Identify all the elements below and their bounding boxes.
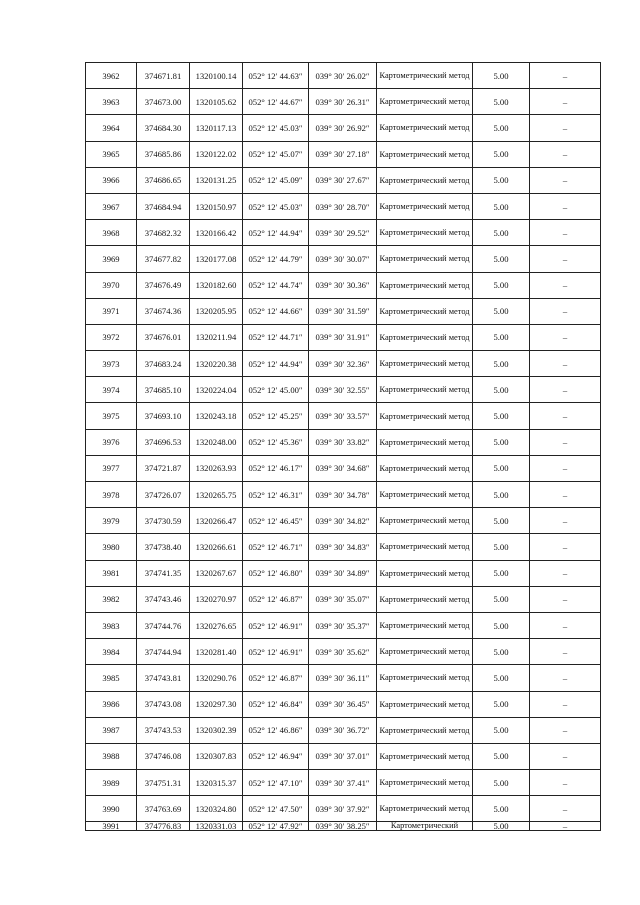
- cell-coord-y: 1320211.94: [190, 324, 243, 350]
- cell-note: –: [530, 586, 601, 612]
- cell-coord-y: 1320105.62: [190, 89, 243, 115]
- cell-accuracy: 5.00: [473, 612, 530, 638]
- cell-coord-y: 1320324.80: [190, 796, 243, 822]
- cell-method: Картометрический метод: [377, 246, 473, 272]
- cell-note: –: [530, 665, 601, 691]
- cell-note: –: [530, 743, 601, 769]
- table-row: [86, 612, 601, 638]
- cell-point-number: 3971: [86, 298, 137, 324]
- cell-note: –: [530, 691, 601, 717]
- cell-point-number: 3979: [86, 508, 137, 534]
- cell-coord-y: 1320266.47: [190, 508, 243, 534]
- table-row: [86, 89, 601, 115]
- cell-point-number: 3965: [86, 141, 137, 167]
- cell-coord-x: 374743.53: [137, 717, 190, 743]
- table-row: [86, 351, 601, 377]
- cell-coord-y: 1320224.04: [190, 377, 243, 403]
- cell-accuracy: 5.00: [473, 272, 530, 298]
- table-row: [86, 167, 601, 193]
- cell-point-number: 3973: [86, 351, 137, 377]
- table-row: [86, 822, 601, 831]
- cell-coord-x: 374744.76: [137, 612, 190, 638]
- cell-note: –: [530, 377, 601, 403]
- cell-point-number: 3983: [86, 612, 137, 638]
- cell-coord-y: 1320265.75: [190, 482, 243, 508]
- cell-latitude: 052° 12′ 46.71″: [243, 534, 309, 560]
- cell-coord-y: 1320270.97: [190, 586, 243, 612]
- cell-latitude: 052° 12′ 47.50″: [243, 796, 309, 822]
- table-row: [86, 403, 601, 429]
- cell-accuracy: 5.00: [473, 586, 530, 612]
- cell-longitude: 039° 30′ 29.52″: [309, 220, 377, 246]
- cell-note: –: [530, 560, 601, 586]
- cell-longitude: 039° 30′ 33.82″: [309, 429, 377, 455]
- cell-method: Картометрический метод: [377, 403, 473, 429]
- cell-note: –: [530, 403, 601, 429]
- cell-latitude: 052° 12′ 46.91″: [243, 639, 309, 665]
- cell-longitude: 039° 30′ 28.70″: [309, 193, 377, 219]
- cell-point-number: 3980: [86, 534, 137, 560]
- cell-method: Картометрический метод: [377, 534, 473, 560]
- cell-coord-x: 374743.46: [137, 586, 190, 612]
- cell-point-number: 3977: [86, 455, 137, 481]
- cell-coord-y: 1320276.65: [190, 612, 243, 638]
- cell-accuracy: 5.00: [473, 377, 530, 403]
- cell-latitude: 052° 12′ 46.87″: [243, 665, 309, 691]
- cell-accuracy: 5.00: [473, 534, 530, 560]
- cell-coord-x: 374683.24: [137, 351, 190, 377]
- cell-latitude: 052° 12′ 46.94″: [243, 743, 309, 769]
- table-row: [86, 770, 601, 796]
- cell-point-number: 3988: [86, 743, 137, 769]
- cell-note: –: [530, 193, 601, 219]
- cell-longitude: 039° 30′ 33.57″: [309, 403, 377, 429]
- cell-latitude: 052° 12′ 47.10″: [243, 770, 309, 796]
- cell-accuracy: 5.00: [473, 89, 530, 115]
- cell-coord-y: 1320122.02: [190, 141, 243, 167]
- cell-accuracy: 5.00: [473, 639, 530, 665]
- cell-method: Картометрический метод: [377, 560, 473, 586]
- cell-coord-x: 374674.36: [137, 298, 190, 324]
- cell-accuracy: 5.00: [473, 560, 530, 586]
- cell-coord-x: 374741.35: [137, 560, 190, 586]
- cell-coord-y: 1320331.03: [190, 822, 243, 831]
- cell-method: Картометрический метод: [377, 298, 473, 324]
- cell-coord-x: 374677.82: [137, 246, 190, 272]
- cell-coord-x: 374738.40: [137, 534, 190, 560]
- cell-point-number: 3990: [86, 796, 137, 822]
- cell-point-number: 3963: [86, 89, 137, 115]
- table-row: [86, 377, 601, 403]
- cell-accuracy: 5.00: [473, 508, 530, 534]
- cell-accuracy: 5.00: [473, 298, 530, 324]
- cell-coord-y: 1320182.60: [190, 272, 243, 298]
- cell-method: Картометрический метод: [377, 482, 473, 508]
- cell-accuracy: 5.00: [473, 63, 530, 89]
- cell-accuracy: 5.00: [473, 351, 530, 377]
- cell-longitude: 039° 30′ 37.01″: [309, 743, 377, 769]
- cell-method: Картометрический метод: [377, 193, 473, 219]
- cell-method: Картометрический метод: [377, 377, 473, 403]
- cell-coord-y: 1320315.37: [190, 770, 243, 796]
- cell-note: –: [530, 141, 601, 167]
- cell-accuracy: 5.00: [473, 665, 530, 691]
- cell-coord-x: 374730.59: [137, 508, 190, 534]
- table-row: [86, 115, 601, 141]
- cell-longitude: 039° 30′ 38.25″: [309, 822, 377, 831]
- cell-point-number: 3982: [86, 586, 137, 612]
- cell-latitude: 052° 12′ 46.84″: [243, 691, 309, 717]
- table-row: [86, 141, 601, 167]
- cell-coord-x: 374684.94: [137, 193, 190, 219]
- cell-latitude: 052° 12′ 46.45″: [243, 508, 309, 534]
- cell-method: Картометрический метод: [377, 612, 473, 638]
- cell-point-number: 3978: [86, 482, 137, 508]
- cell-latitude: 052° 12′ 45.03″: [243, 115, 309, 141]
- cell-coord-x: 374693.10: [137, 403, 190, 429]
- cell-point-number: 3972: [86, 324, 137, 350]
- cell-latitude: 052° 12′ 44.63″: [243, 63, 309, 89]
- cell-note: –: [530, 534, 601, 560]
- cell-longitude: 039° 30′ 34.68″: [309, 455, 377, 481]
- cell-method: Картометрический метод: [377, 665, 473, 691]
- cell-point-number: 3969: [86, 246, 137, 272]
- cell-coord-x: 374685.10: [137, 377, 190, 403]
- cell-method: Картометрический метод: [377, 324, 473, 350]
- cell-accuracy: 5.00: [473, 796, 530, 822]
- table-row: [86, 220, 601, 246]
- cell-longitude: 039° 30′ 35.37″: [309, 612, 377, 638]
- cell-note: –: [530, 220, 601, 246]
- cell-coord-y: 1320100.14: [190, 63, 243, 89]
- cell-longitude: 039° 30′ 37.92″: [309, 796, 377, 822]
- cell-point-number: 3975: [86, 403, 137, 429]
- cell-method: Картометрический метод: [377, 351, 473, 377]
- cell-accuracy: 5.00: [473, 167, 530, 193]
- cell-coord-x: 374746.08: [137, 743, 190, 769]
- cell-longitude: 039° 30′ 27.18″: [309, 141, 377, 167]
- cell-latitude: 052° 12′ 45.07″: [243, 141, 309, 167]
- table-row: [86, 324, 601, 350]
- cell-coord-x: 374743.81: [137, 665, 190, 691]
- cell-point-number: 3962: [86, 63, 137, 89]
- cell-method: Картометрический метод: [377, 89, 473, 115]
- cell-coord-y: 1320290.76: [190, 665, 243, 691]
- cell-longitude: 039° 30′ 34.83″: [309, 534, 377, 560]
- cell-note: –: [530, 455, 601, 481]
- cell-accuracy: 5.00: [473, 220, 530, 246]
- cell-note: –: [530, 770, 601, 796]
- cell-point-number: 3970: [86, 272, 137, 298]
- cell-coord-x: 374684.30: [137, 115, 190, 141]
- cell-method: Картометрический метод: [377, 220, 473, 246]
- cell-coord-x: 374763.69: [137, 796, 190, 822]
- cell-latitude: 052° 12′ 46.80″: [243, 560, 309, 586]
- cell-latitude: 052° 12′ 44.66″: [243, 298, 309, 324]
- table-row: [86, 482, 601, 508]
- cell-coord-x: 374751.31: [137, 770, 190, 796]
- cell-latitude: 052° 12′ 44.67″: [243, 89, 309, 115]
- cell-method: Картометрический метод: [377, 455, 473, 481]
- cell-method: Картометрический метод: [377, 508, 473, 534]
- table-row: [86, 796, 601, 822]
- cell-latitude: 052° 12′ 46.87″: [243, 586, 309, 612]
- cell-longitude: 039° 30′ 30.07″: [309, 246, 377, 272]
- cell-longitude: 039° 30′ 26.02″: [309, 63, 377, 89]
- cell-coord-x: 374726.07: [137, 482, 190, 508]
- cell-latitude: 052° 12′ 45.09″: [243, 167, 309, 193]
- cell-coord-y: 1320281.40: [190, 639, 243, 665]
- cell-point-number: 3987: [86, 717, 137, 743]
- cell-method: Картометрический метод: [377, 586, 473, 612]
- cell-coord-x: 374721.87: [137, 455, 190, 481]
- cell-coord-y: 1320302.39: [190, 717, 243, 743]
- cell-latitude: 052° 12′ 46.17″: [243, 455, 309, 481]
- cell-accuracy: 5.00: [473, 743, 530, 769]
- cell-method: Картометрический метод: [377, 639, 473, 665]
- cell-note: –: [530, 822, 601, 831]
- cell-coord-x: 374776.83: [137, 822, 190, 831]
- cell-longitude: 039° 30′ 32.55″: [309, 377, 377, 403]
- cell-coord-y: 1320177.08: [190, 246, 243, 272]
- cell-method: Картометрический метод: [377, 796, 473, 822]
- table-row: [86, 193, 601, 219]
- cell-longitude: 039° 30′ 31.91″: [309, 324, 377, 350]
- cell-longitude: 039° 30′ 27.67″: [309, 167, 377, 193]
- cell-accuracy: 5.00: [473, 770, 530, 796]
- cell-note: –: [530, 796, 601, 822]
- cell-note: –: [530, 272, 601, 298]
- cell-method: Картометрический метод: [377, 115, 473, 141]
- cell-coord-y: 1320307.83: [190, 743, 243, 769]
- cell-accuracy: 5.00: [473, 482, 530, 508]
- cell-longitude: 039° 30′ 36.45″: [309, 691, 377, 717]
- cell-method: Картометрический метод: [377, 63, 473, 89]
- cell-note: –: [530, 351, 601, 377]
- table-row: [86, 691, 601, 717]
- cell-coord-x: 374676.49: [137, 272, 190, 298]
- cell-accuracy: 5.00: [473, 691, 530, 717]
- cell-coord-y: 1320205.95: [190, 298, 243, 324]
- table-row: [86, 455, 601, 481]
- cell-latitude: 052° 12′ 44.94″: [243, 351, 309, 377]
- cell-point-number: 3964: [86, 115, 137, 141]
- cell-coord-y: 1320150.97: [190, 193, 243, 219]
- table-row: [86, 429, 601, 455]
- cell-longitude: 039° 30′ 32.36″: [309, 351, 377, 377]
- cell-note: –: [530, 639, 601, 665]
- table-row: [86, 639, 601, 665]
- cell-note: –: [530, 89, 601, 115]
- cell-accuracy: 5.00: [473, 193, 530, 219]
- table-row: [86, 298, 601, 324]
- cell-coord-y: 1320131.25: [190, 167, 243, 193]
- cell-coord-y: 1320297.30: [190, 691, 243, 717]
- cell-coord-x: 374744.94: [137, 639, 190, 665]
- cell-method: Картометрический метод: [377, 167, 473, 193]
- cell-latitude: 052° 12′ 47.92″: [243, 822, 309, 831]
- cell-point-number: 3981: [86, 560, 137, 586]
- cell-coord-x: 374685.86: [137, 141, 190, 167]
- cell-latitude: 052° 12′ 46.86″: [243, 717, 309, 743]
- table-row: [86, 743, 601, 769]
- cell-method: Картометрический: [377, 822, 473, 831]
- cell-accuracy: 5.00: [473, 246, 530, 272]
- cell-note: –: [530, 482, 601, 508]
- table-row: [86, 534, 601, 560]
- cell-coord-x: 374676.01: [137, 324, 190, 350]
- cell-longitude: 039° 30′ 34.89″: [309, 560, 377, 586]
- cell-longitude: 039° 30′ 35.07″: [309, 586, 377, 612]
- cell-coord-x: 374671.81: [137, 63, 190, 89]
- cell-note: –: [530, 612, 601, 638]
- cell-coord-y: 1320248.00: [190, 429, 243, 455]
- cell-point-number: 3985: [86, 665, 137, 691]
- cell-longitude: 039° 30′ 36.72″: [309, 717, 377, 743]
- table-row: [86, 560, 601, 586]
- cell-accuracy: 5.00: [473, 429, 530, 455]
- cell-accuracy: 5.00: [473, 717, 530, 743]
- cell-longitude: 039° 30′ 35.62″: [309, 639, 377, 665]
- cell-longitude: 039° 30′ 31.59″: [309, 298, 377, 324]
- cell-latitude: 052° 12′ 44.71″: [243, 324, 309, 350]
- cell-accuracy: 5.00: [473, 455, 530, 481]
- cell-method: Картометрический метод: [377, 429, 473, 455]
- coordinates-table: [85, 62, 601, 831]
- cell-latitude: 052° 12′ 44.74″: [243, 272, 309, 298]
- cell-point-number: 3986: [86, 691, 137, 717]
- cell-longitude: 039° 30′ 30.36″: [309, 272, 377, 298]
- cell-point-number: 3976: [86, 429, 137, 455]
- cell-point-number: 3989: [86, 770, 137, 796]
- cell-note: –: [530, 115, 601, 141]
- table-row: [86, 63, 601, 89]
- table-row: [86, 586, 601, 612]
- cell-longitude: 039° 30′ 26.92″: [309, 115, 377, 141]
- cell-longitude: 039° 30′ 34.78″: [309, 482, 377, 508]
- cell-coord-y: 1320267.67: [190, 560, 243, 586]
- cell-accuracy: 5.00: [473, 115, 530, 141]
- cell-point-number: 3974: [86, 377, 137, 403]
- cell-coord-x: 374682.32: [137, 220, 190, 246]
- cell-longitude: 039° 30′ 34.82″: [309, 508, 377, 534]
- table-row: [86, 717, 601, 743]
- cell-accuracy: 5.00: [473, 403, 530, 429]
- cell-note: –: [530, 63, 601, 89]
- cell-coord-y: 1320220.38: [190, 351, 243, 377]
- table-row: [86, 246, 601, 272]
- cell-longitude: 039° 30′ 26.31″: [309, 89, 377, 115]
- cell-method: Картометрический метод: [377, 770, 473, 796]
- cell-coord-y: 1320263.93: [190, 455, 243, 481]
- cell-longitude: 039° 30′ 37.41″: [309, 770, 377, 796]
- cell-accuracy: 5.00: [473, 324, 530, 350]
- cell-method: Картометрический метод: [377, 691, 473, 717]
- cell-point-number: 3984: [86, 639, 137, 665]
- cell-method: Картометрический метод: [377, 141, 473, 167]
- cell-coord-x: 374673.00: [137, 89, 190, 115]
- cell-note: –: [530, 298, 601, 324]
- cell-coord-x: 374686.65: [137, 167, 190, 193]
- cell-latitude: 052° 12′ 45.00″: [243, 377, 309, 403]
- cell-method: Картометрический метод: [377, 272, 473, 298]
- cell-coord-x: 374743.08: [137, 691, 190, 717]
- table-row: [86, 508, 601, 534]
- cell-coord-y: 1320166.42: [190, 220, 243, 246]
- cell-method: Картометрический метод: [377, 717, 473, 743]
- cell-method: Картометрический метод: [377, 743, 473, 769]
- cell-point-number: 3968: [86, 220, 137, 246]
- cell-coord-y: 1320266.61: [190, 534, 243, 560]
- table-row: [86, 272, 601, 298]
- cell-note: –: [530, 167, 601, 193]
- cell-coord-y: 1320117.13: [190, 115, 243, 141]
- cell-accuracy: 5.00: [473, 822, 530, 831]
- cell-latitude: 052° 12′ 44.79″: [243, 246, 309, 272]
- cell-note: –: [530, 324, 601, 350]
- cell-latitude: 052° 12′ 46.91″: [243, 612, 309, 638]
- cell-latitude: 052° 12′ 45.25″: [243, 403, 309, 429]
- cell-coord-x: 374696.53: [137, 429, 190, 455]
- coordinates-table-body: [86, 63, 601, 831]
- cell-latitude: 052° 12′ 44.94″: [243, 220, 309, 246]
- cell-note: –: [530, 246, 601, 272]
- cell-note: –: [530, 508, 601, 534]
- cell-latitude: 052° 12′ 45.36″: [243, 429, 309, 455]
- cell-latitude: 052° 12′ 46.31″: [243, 482, 309, 508]
- cell-point-number: 3967: [86, 193, 137, 219]
- cell-point-number: 3991: [86, 822, 137, 831]
- cell-longitude: 039° 30′ 36.11″: [309, 665, 377, 691]
- cell-coord-y: 1320243.18: [190, 403, 243, 429]
- table-row: [86, 665, 601, 691]
- cell-note: –: [530, 429, 601, 455]
- cell-accuracy: 5.00: [473, 141, 530, 167]
- cell-point-number: 3966: [86, 167, 137, 193]
- cell-note: –: [530, 717, 601, 743]
- cell-latitude: 052° 12′ 45.03″: [243, 193, 309, 219]
